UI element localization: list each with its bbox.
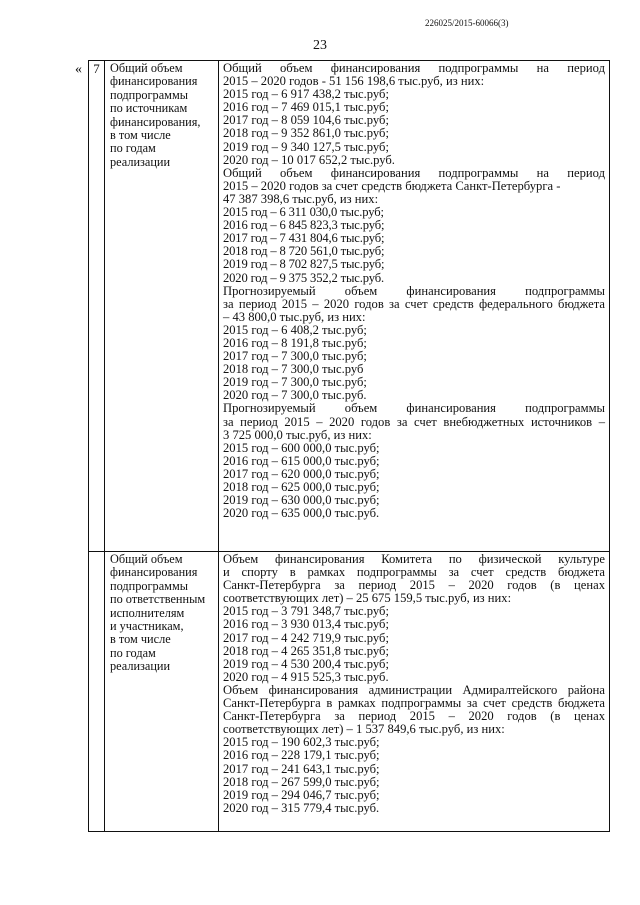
year-line: 2016 год – 8 191,8 тыс.руб; — [223, 335, 367, 350]
label-line: и участникам, — [110, 619, 184, 634]
year-line: 2015 год – 6 917 438,2 тыс.руб; — [223, 87, 389, 102]
year-line: 2018 год – 7 300,0 тыс.руб — [223, 362, 364, 377]
label-line: исполнителям — [110, 605, 185, 620]
year-line: 2018 год – 8 720 561,0 тыс.руб; — [223, 244, 385, 259]
year-line: 2017 год – 241 643,1 тыс.руб; — [223, 761, 380, 776]
table-row — [89, 552, 610, 832]
row-number — [89, 552, 105, 832]
row-label — [105, 61, 219, 552]
year-line: 2020 год – 10 017 652,2 тыс.руб. — [223, 152, 395, 167]
intro-line: за период 2015 – 2020 годов за счет внебюджетных источников – — [223, 414, 605, 429]
page-number: 23 — [313, 38, 327, 53]
year-line: 2019 год – 630 000,0 тыс.руб; — [223, 493, 380, 508]
label-line: финансирования — [110, 565, 198, 580]
document-id: 226025/2015-60066(3) — [425, 18, 509, 28]
year-line: 2015 год – 600 000,0 тыс.руб; — [223, 440, 380, 455]
year-line: 2016 год – 615 000,0 тыс.руб; — [223, 453, 380, 468]
year-line: 2020 год – 635 000,0 тыс.руб. — [223, 506, 380, 521]
year-line: 2019 год – 9 340 127,5 тыс.руб; — [223, 139, 389, 154]
year-line: 2016 год – 228 179,1 тыс.руб; — [223, 748, 380, 763]
opening-quote: « — [75, 62, 82, 77]
year-line: 2020 год – 4 915 525,3 тыс.руб. — [223, 669, 389, 684]
intro-line: соответствующих лет) – 25 675 159,5 тыс.руб, из них: — [223, 591, 512, 606]
year-line: 2017 год – 7 300,0 тыс.руб; — [223, 349, 367, 364]
intro-line: 3 725 000,0 тыс.руб, из них: — [223, 427, 372, 442]
year-line: 2016 год – 3 930 013,4 тыс.руб; — [223, 617, 389, 632]
intro-line: за период 2015 – 2020 годов за счет средств федерального бюджета — [223, 296, 605, 311]
year-line: 2019 год – 4 530 200,4 тыс.руб; — [223, 656, 389, 671]
intro-line: – 43 800,0 тыс.руб, из них: — [223, 309, 366, 324]
year-line: 2015 год – 6 408,2 тыс.руб; — [223, 322, 367, 337]
year-line: 2020 год – 9 375 352,2 тыс.руб. — [223, 270, 384, 285]
year-line: 2017 год – 620 000,0 тыс.руб; — [223, 466, 380, 481]
label-line: по годам — [110, 645, 156, 660]
intro-line: Прогнозируемый объем финансирования подпрограммы — [223, 401, 605, 416]
year-line: 2015 год – 6 311 030,0 тыс.руб; — [223, 205, 384, 220]
intro-line: 47 387 398,6 тыс.руб, из них: — [223, 191, 379, 206]
intro-line: Санкт-Петербурга за период 2015 – 2020 годов (в ценах — [223, 709, 605, 724]
year-line: 2018 год – 4 265 351,8 тыс.руб; — [223, 643, 389, 658]
label-line: в том числе — [110, 128, 171, 143]
year-line: 2017 год – 4 242 719,9 тыс.руб; — [223, 630, 389, 645]
year-line: 2015 год – 3 791 348,7 тыс.руб; — [223, 604, 389, 619]
label-line: финансирования — [110, 74, 198, 89]
intro-line: Санкт-Петербурга за период 2015 – 2020 годов (в ценах — [223, 578, 605, 593]
year-line: 2016 год – 7 469 015,1 тыс.руб; — [223, 100, 389, 115]
label-line: финансирования, — [110, 114, 201, 129]
label-line: по источникам — [110, 101, 188, 116]
intro-line: Объем финансирования Комитета по физической культуре — [223, 552, 605, 566]
year-line: 2019 год – 294 046,7 тыс.руб; — [223, 787, 380, 802]
label-line: реализации — [110, 154, 171, 169]
year-line: 2020 год – 315 779,4 тыс.руб. — [223, 800, 380, 815]
year-line: 2019 год – 8 702 827,5 тыс.руб; — [223, 257, 385, 272]
table-row — [89, 61, 610, 552]
intro-line: Объем финансирования администрации Адмиралтейского района — [223, 682, 605, 697]
label-line: подпрограммы — [110, 87, 188, 102]
label-line: реализации — [110, 659, 171, 674]
label-line: по ответственным — [110, 592, 206, 607]
label-line: по годам — [110, 141, 156, 156]
row-content — [219, 552, 610, 832]
intro-line: Общий объем финансирования подпрограммы на период — [223, 61, 605, 75]
intro-line: Санкт-Петербурга в рамках подпрограммы за счет средств бюджета — [223, 696, 605, 711]
intro-line: Общий объем финансирования подпрограммы на период — [223, 165, 605, 180]
year-line: 2020 год – 7 300,0 тыс.руб. — [223, 388, 367, 403]
year-line: 2019 год – 7 300,0 тыс.руб; — [223, 375, 367, 390]
intro-line: 2015 – 2020 годов за счет средств бюджета Санкт-Петербурга - — [223, 178, 561, 193]
year-line: 2018 год – 625 000,0 тыс.руб; — [223, 480, 380, 494]
year-line: 2015 год – 190 602,3 тыс.руб; — [223, 735, 380, 750]
label-line: подпрограммы — [110, 578, 188, 593]
label-line: в том числе — [110, 632, 171, 647]
row-content — [219, 61, 610, 552]
financing-table — [88, 60, 610, 832]
intro-line: Прогнозируемый объем финансирования подпрограммы — [223, 283, 605, 298]
year-line: 2018 год – 9 352 861,0 тыс.руб; — [223, 126, 389, 141]
row-label — [105, 552, 219, 832]
intro-line: соответствующих лет) – 1 537 849,6 тыс.руб, из них: — [223, 722, 505, 737]
year-line: 2016 год – 6 845 823,3 тыс.руб; — [223, 218, 385, 233]
intro-line: и спорту в рамках подпрограммы за счет средств бюджета — [223, 565, 605, 580]
row-number: 7 — [89, 61, 105, 552]
intro-line: 2015 – 2020 годов - 51 156 198,6 тыс.руб, из них: — [223, 74, 485, 89]
year-line: 2017 год – 8 059 104,6 тыс.руб; — [223, 113, 389, 128]
label-line: Общий объем — [110, 61, 183, 75]
year-line: 2018 год – 267 599,0 тыс.руб; — [223, 774, 380, 789]
label-line: Общий объем — [110, 552, 183, 566]
year-line: 2017 год – 7 431 804,6 тыс.руб; — [223, 231, 385, 246]
